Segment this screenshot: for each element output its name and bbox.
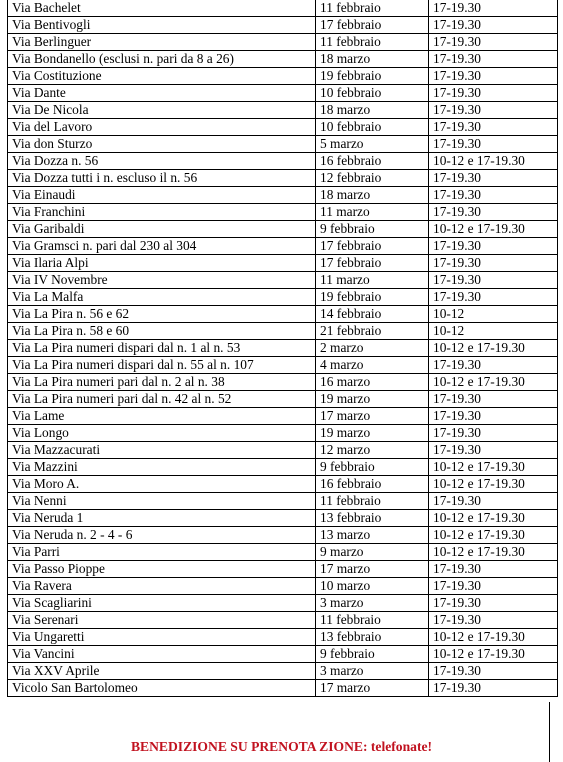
time-cell: 10-12 e 17-19.30: [429, 629, 558, 646]
table-row: [8, 68, 558, 85]
street-cell: Via IV Novembre: [8, 272, 316, 289]
street-cell: Via Nenni: [8, 493, 316, 510]
street-cell: Via Neruda 1: [8, 510, 316, 527]
time-cell: 10-12 e 17-19.30: [429, 153, 558, 170]
date-cell: 17 febbraio: [316, 17, 429, 34]
table-row: [8, 238, 558, 255]
table-row: [8, 612, 558, 629]
time-cell: 10-12: [429, 323, 558, 340]
date-cell: 18 marzo: [316, 51, 429, 68]
date-cell: 19 marzo: [316, 391, 429, 408]
street-cell: Via Lame: [8, 408, 316, 425]
time-cell: 17-19.30: [429, 187, 558, 204]
street-cell: Via Longo: [8, 425, 316, 442]
date-cell: 18 marzo: [316, 187, 429, 204]
table-row: [8, 578, 558, 595]
table-row: [8, 459, 558, 476]
table-row: [8, 102, 558, 119]
table-row: [8, 595, 558, 612]
street-cell: Via La Pira n. 56 e 62: [8, 306, 316, 323]
table-row: [8, 51, 558, 68]
table-row: [8, 255, 558, 272]
time-cell: 17-19.30: [429, 357, 558, 374]
date-cell: 17 marzo: [316, 680, 429, 697]
time-cell: 17-19.30: [429, 102, 558, 119]
street-cell: Via Bondanello (esclusi n. pari da 8 a 26): [8, 51, 316, 68]
table-row: [8, 629, 558, 646]
time-cell: 17-19.30: [429, 170, 558, 187]
date-cell: 3 marzo: [316, 663, 429, 680]
date-cell: 21 febbraio: [316, 323, 429, 340]
time-cell: 17-19.30: [429, 561, 558, 578]
table-row: [8, 204, 558, 221]
time-cell: 17-19.30: [429, 68, 558, 85]
date-cell: 10 febbraio: [316, 119, 429, 136]
date-cell: 9 febbraio: [316, 646, 429, 663]
table-row: [8, 442, 558, 459]
table-row: [8, 136, 558, 153]
street-cell: Via del Lavoro: [8, 119, 316, 136]
time-cell: 17-19.30: [429, 595, 558, 612]
table-row: [8, 561, 558, 578]
street-cell: Via La Pira numeri pari dal n. 2 al n. 38: [8, 374, 316, 391]
time-cell: 17-19.30: [429, 204, 558, 221]
street-cell: Via Einaudi: [8, 187, 316, 204]
street-cell: Via Dozza tutti i n. escluso il n. 56: [8, 170, 316, 187]
date-cell: 11 febbraio: [316, 0, 429, 17]
schedule-sheet: [7, 0, 557, 697]
date-cell: 18 marzo: [316, 102, 429, 119]
date-cell: 17 febbraio: [316, 255, 429, 272]
time-cell: 17-19.30: [429, 680, 558, 697]
date-cell: 11 marzo: [316, 204, 429, 221]
date-cell: 13 febbraio: [316, 510, 429, 527]
time-cell: 10-12: [429, 306, 558, 323]
footer-notice: BENEDIZIONE SU PRENOTA ZIONE: telefonate!: [130, 739, 433, 754]
table-row: [8, 357, 558, 374]
street-cell: Via Bachelet: [8, 0, 316, 17]
date-cell: 13 febbraio: [316, 629, 429, 646]
street-cell: Via Parri: [8, 544, 316, 561]
blessing-schedule-table: [7, 0, 558, 697]
street-cell: Via Mazzacurati: [8, 442, 316, 459]
table-row: [8, 425, 558, 442]
time-cell: 17-19.30: [429, 391, 558, 408]
table-row: [8, 544, 558, 561]
time-cell: 17-19.30: [429, 17, 558, 34]
table-row: [8, 272, 558, 289]
time-cell: 17-19.30: [429, 85, 558, 102]
street-cell: Via La Pira n. 58 e 60: [8, 323, 316, 340]
street-cell: Via La Pira numeri pari dal n. 42 al n. 52: [8, 391, 316, 408]
time-cell: 10-12 e 17-19.30: [429, 510, 558, 527]
time-cell: 17-19.30: [429, 425, 558, 442]
time-cell: 17-19.30: [429, 289, 558, 306]
street-cell: Via Ilaria Alpi: [8, 255, 316, 272]
date-cell: 2 marzo: [316, 340, 429, 357]
street-cell: Via Gramsci n. pari dal 230 al 304: [8, 238, 316, 255]
street-cell: Via Ungaretti: [8, 629, 316, 646]
time-cell: 10-12 e 17-19.30: [429, 374, 558, 391]
table-row: [8, 187, 558, 204]
table-row: [8, 17, 558, 34]
street-cell: Via XXV Aprile: [8, 663, 316, 680]
table-row: [8, 340, 558, 357]
time-cell: 17-19.30: [429, 136, 558, 153]
date-cell: 9 febbraio: [316, 459, 429, 476]
date-cell: 16 febbraio: [316, 476, 429, 493]
table-row: [8, 510, 558, 527]
date-cell: 19 febbraio: [316, 68, 429, 85]
date-cell: 16 marzo: [316, 374, 429, 391]
street-cell: Via Vancini: [8, 646, 316, 663]
date-cell: 17 febbraio: [316, 238, 429, 255]
table-row: [8, 85, 558, 102]
date-cell: 17 marzo: [316, 408, 429, 425]
time-cell: 17-19.30: [429, 578, 558, 595]
date-cell: 13 marzo: [316, 527, 429, 544]
street-cell: Via La Pira numeri dispari dal n. 55 al n. 107: [8, 357, 316, 374]
date-cell: 11 febbraio: [316, 493, 429, 510]
time-cell: 17-19.30: [429, 0, 558, 17]
date-cell: 11 marzo: [316, 272, 429, 289]
date-cell: 12 febbraio: [316, 170, 429, 187]
street-cell: Via Moro A.: [8, 476, 316, 493]
street-cell: Via Ravera: [8, 578, 316, 595]
date-cell: 11 febbraio: [316, 612, 429, 629]
time-cell: 10-12 e 17-19.30: [429, 476, 558, 493]
schedule-table-body: [8, 0, 558, 697]
time-cell: 10-12 e 17-19.30: [429, 459, 558, 476]
date-cell: 10 febbraio: [316, 85, 429, 102]
street-cell: Via Passo Pioppe: [8, 561, 316, 578]
street-cell: Vicolo San Bartolomeo: [8, 680, 316, 697]
street-cell: Via Serenari: [8, 612, 316, 629]
street-cell: Via Dante: [8, 85, 316, 102]
table-row: [8, 493, 558, 510]
street-cell: Via La Pira numeri dispari dal n. 1 al n. 53: [8, 340, 316, 357]
street-cell: Via Bentivogli: [8, 17, 316, 34]
street-cell: Via Berlinguer: [8, 34, 316, 51]
table-row: [8, 680, 558, 697]
date-cell: 14 febbraio: [316, 306, 429, 323]
time-cell: 17-19.30: [429, 272, 558, 289]
table-row: [8, 34, 558, 51]
street-cell: Via Mazzini: [8, 459, 316, 476]
table-row: [8, 663, 558, 680]
table-row: [8, 119, 558, 136]
time-cell: 10-12 e 17-19.30: [429, 221, 558, 238]
table-row: [8, 0, 558, 17]
date-cell: 11 febbraio: [316, 34, 429, 51]
street-cell: Via Scagliarini: [8, 595, 316, 612]
table-row: [8, 306, 558, 323]
date-cell: 9 febbraio: [316, 221, 429, 238]
time-cell: 10-12 e 17-19.30: [429, 340, 558, 357]
table-row: [8, 476, 558, 493]
time-cell: 17-19.30: [429, 493, 558, 510]
table-row: [8, 170, 558, 187]
street-cell: Via Dozza n. 56: [8, 153, 316, 170]
time-cell: 17-19.30: [429, 442, 558, 459]
street-cell: Via Garibaldi: [8, 221, 316, 238]
street-cell: Via Neruda n. 2 - 4 - 6: [8, 527, 316, 544]
table-row: [8, 391, 558, 408]
street-cell: Via Franchini: [8, 204, 316, 221]
date-cell: 17 marzo: [316, 561, 429, 578]
table-row: [8, 153, 558, 170]
date-cell: 4 marzo: [316, 357, 429, 374]
time-cell: 17-19.30: [429, 34, 558, 51]
street-cell: Via Costituzione: [8, 68, 316, 85]
street-cell: Via don Sturzo: [8, 136, 316, 153]
date-cell: 3 marzo: [316, 595, 429, 612]
table-row: [8, 289, 558, 306]
table-row: [8, 374, 558, 391]
time-cell: 17-19.30: [429, 119, 558, 136]
time-cell: 17-19.30: [429, 51, 558, 68]
date-cell: 9 marzo: [316, 544, 429, 561]
time-cell: 17-19.30: [429, 238, 558, 255]
time-cell: 10-12 e 17-19.30: [429, 646, 558, 663]
time-cell: 17-19.30: [429, 255, 558, 272]
date-cell: 12 marzo: [316, 442, 429, 459]
time-cell: 17-19.30: [429, 663, 558, 680]
date-cell: 19 febbraio: [316, 289, 429, 306]
table-row: [8, 323, 558, 340]
time-cell: 10-12 e 17-19.30: [429, 527, 558, 544]
table-row: [8, 221, 558, 238]
date-cell: 16 febbraio: [316, 153, 429, 170]
street-cell: Via La Malfa: [8, 289, 316, 306]
date-cell: 5 marzo: [316, 136, 429, 153]
time-cell: 17-19.30: [429, 612, 558, 629]
date-cell: 10 marzo: [316, 578, 429, 595]
table-row: [8, 527, 558, 544]
street-cell: Via De Nicola: [8, 102, 316, 119]
date-cell: 19 marzo: [316, 425, 429, 442]
time-cell: 17-19.30: [429, 408, 558, 425]
time-cell: 10-12 e 17-19.30: [429, 544, 558, 561]
table-row: [8, 646, 558, 663]
table-row: [8, 408, 558, 425]
